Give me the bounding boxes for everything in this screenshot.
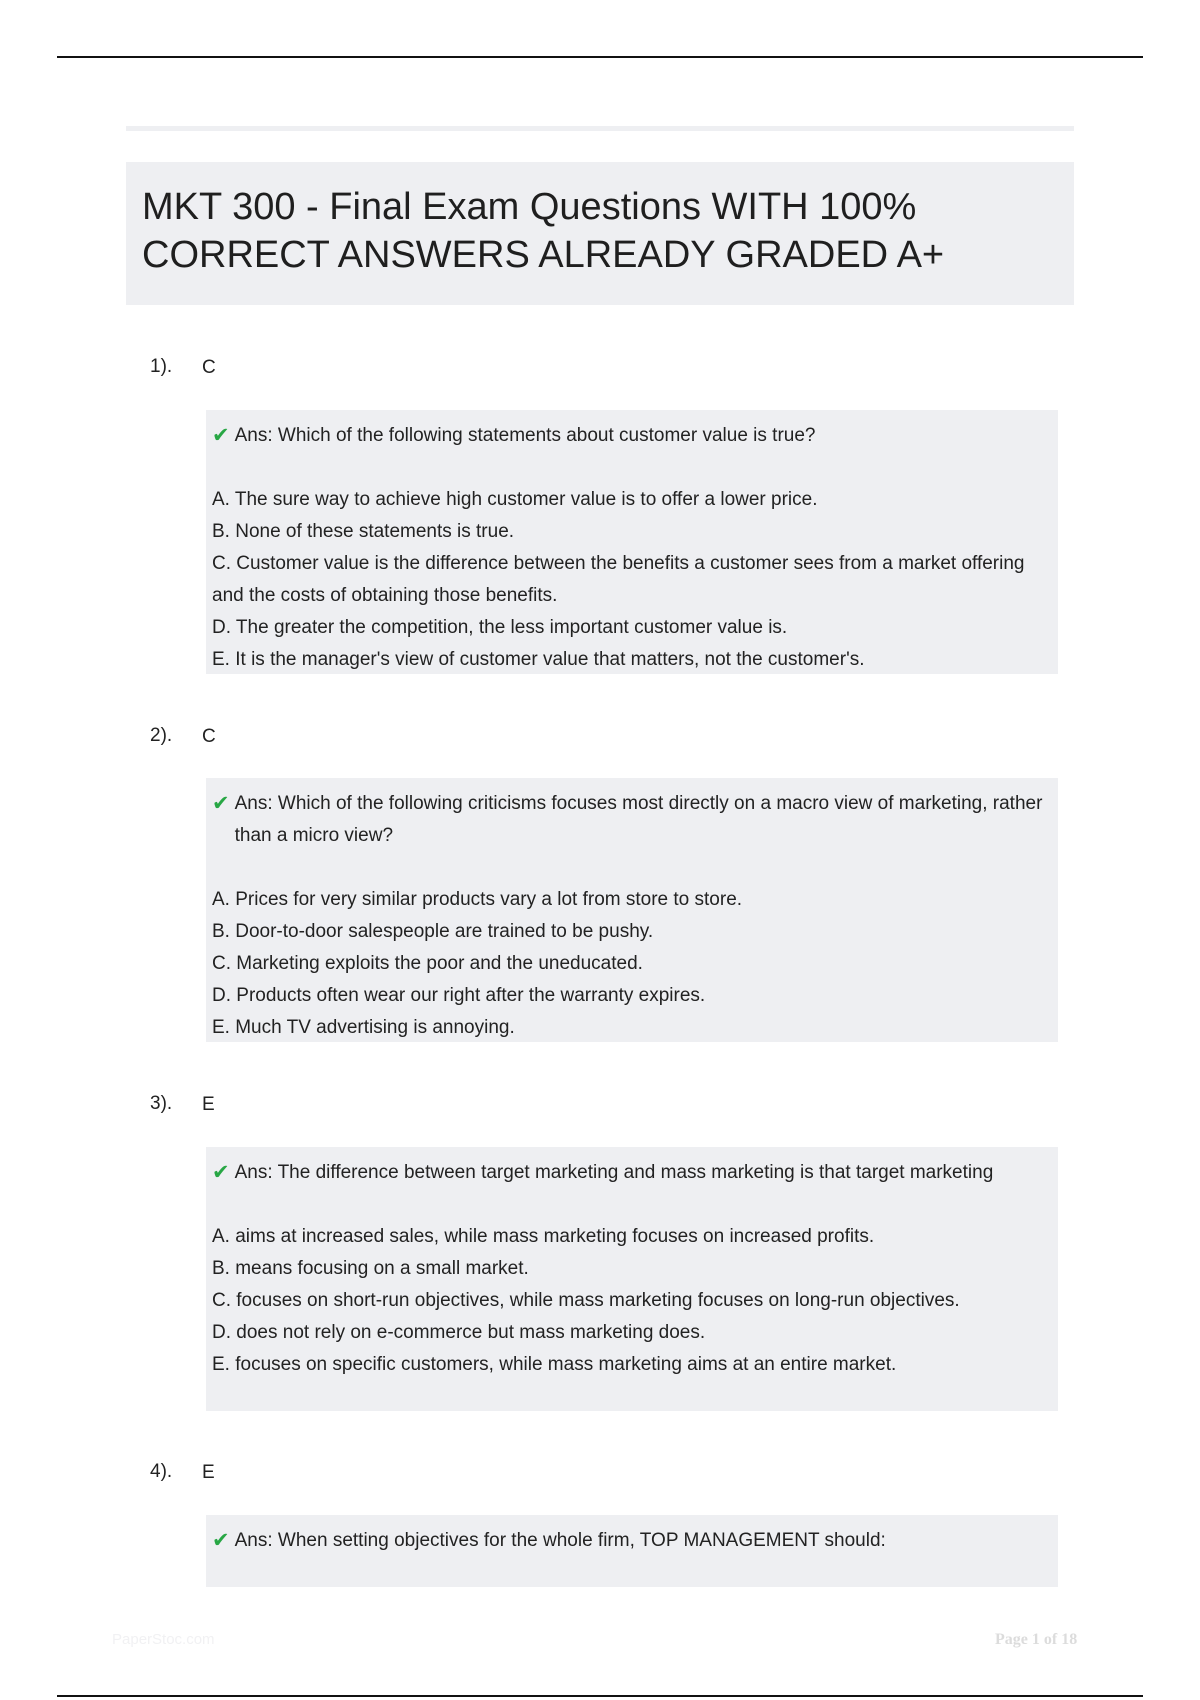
question-text — [235, 1157, 994, 1189]
answer-prefix: Ans: — [234, 1162, 273, 1183]
page-number: Page 1 of 18 — [995, 1631, 1078, 1648]
question-body: Which of the following criticisms focuses most directly on a macro view of marketing, rather than a micro view? — [234, 793, 1043, 846]
question-number: 3). — [150, 1093, 173, 1114]
answer-box — [206, 778, 1058, 1042]
answer-line — [212, 788, 1050, 852]
question-number: 2). — [150, 725, 173, 746]
option-c: C. Customer value is the difference between the benefits a customer sees from a market offering and the costs of obtaining those benefits. — [212, 553, 1025, 606]
option-a: A. Prices for very similar products vary a lot from store to store. — [212, 889, 743, 910]
question-text — [235, 420, 816, 452]
option-b: B. means focusing on a small market. — [212, 1258, 529, 1279]
option-c: C. Marketing exploits the poor and the uneducated. — [212, 953, 643, 974]
question-number: 4). — [150, 1461, 173, 1482]
question-answer: E — [202, 1462, 215, 1483]
title-separator — [126, 126, 1074, 131]
question-text — [235, 788, 1050, 852]
answer-line — [212, 420, 1050, 452]
bottom-rule — [57, 1695, 1143, 1697]
answer-line — [212, 1525, 1050, 1557]
option-e: E. It is the manager's view of customer value that matters, not the customer's. — [212, 649, 865, 670]
title-box — [126, 162, 1074, 305]
answer-prefix: Ans: — [234, 425, 273, 446]
option-b: B. None of these statements is true. — [212, 521, 515, 542]
answer-box — [206, 1515, 1058, 1587]
check-icon: ✔ — [212, 1529, 230, 1552]
check-icon: ✔ — [212, 424, 230, 447]
question-text — [235, 1525, 886, 1557]
option-a: A. aims at increased sales, while mass marketing focuses on increased profits. — [212, 1226, 875, 1247]
answer-prefix: Ans: — [234, 1530, 273, 1551]
question-answer: C — [202, 357, 216, 378]
option-a: A. The sure way to achieve high customer value is to offer a lower price. — [212, 489, 818, 510]
check-icon: ✔ — [212, 1161, 230, 1184]
answer-line — [212, 1157, 1050, 1189]
option-e: E. Much TV advertising is annoying. — [212, 1017, 515, 1038]
question-number: 1). — [150, 356, 173, 377]
document-title: MKT 300 - Final Exam Questions WITH 100% CORRECT ANSWERS ALREADY GRADED A+ — [142, 186, 945, 276]
question-answer: C — [202, 726, 216, 747]
question-body: When setting objectives for the whole firm, TOP MANAGEMENT should: — [277, 1530, 886, 1551]
answer-prefix: Ans: — [234, 793, 273, 814]
top-rule — [57, 56, 1143, 58]
answer-box — [206, 1147, 1058, 1411]
check-icon: ✔ — [212, 792, 230, 815]
option-d: D. Products often wear our right after the warranty expires. — [212, 985, 706, 1006]
option-e: E. focuses on specific customers, while mass marketing aims at an entire market. — [212, 1354, 897, 1375]
option-d: D. does not rely on e-commerce but mass marketing does. — [212, 1322, 706, 1343]
option-b: B. Door-to-door salespeople are trained to be pushy. — [212, 921, 654, 942]
question-body: Which of the following statements about customer value is true? — [277, 425, 816, 446]
option-c: C. focuses on short-run objectives, while mass marketing focuses on long-run objectives. — [212, 1290, 960, 1311]
option-d: D. The greater the competition, the less important customer value is. — [212, 617, 788, 638]
footer-watermark: PaperStoc.com — [112, 1631, 215, 1648]
question-answer: E — [202, 1094, 215, 1115]
question-body: The difference between target marketing and mass marketing is that target marketing — [277, 1162, 994, 1183]
answer-box — [206, 410, 1058, 674]
